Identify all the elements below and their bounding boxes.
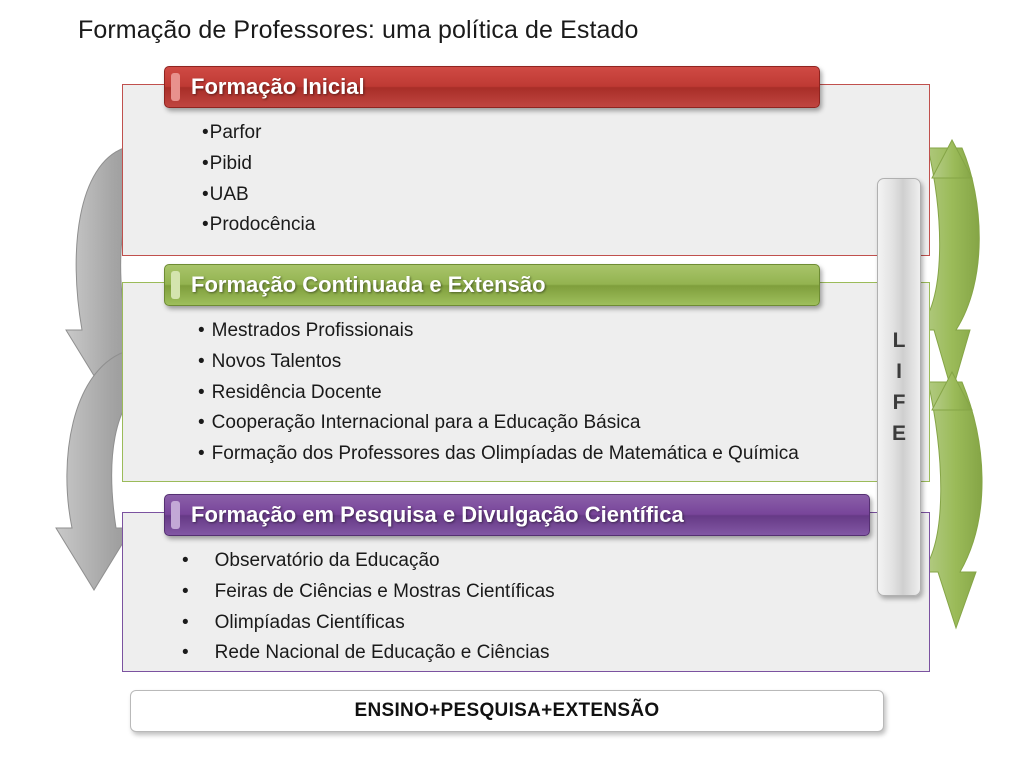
header-label: Formação Inicial — [191, 74, 365, 99]
list-item: • Formação dos Professores das Olimpíadas de Matemática e Química — [198, 439, 799, 470]
life-letter: E — [891, 422, 906, 446]
bar-accent-tab — [171, 73, 180, 101]
header-formacao-continuada[interactable] — [164, 264, 820, 306]
life-letter: F — [892, 391, 906, 414]
list-item: • Novos Talentos — [198, 347, 799, 378]
list-item: • Mestrados Profissionais — [198, 316, 799, 347]
list-item: • Olimpíadas Científicas — [182, 608, 555, 639]
bar-accent-tab — [171, 501, 180, 529]
header-label: Formação em Pesquisa e Divulgação Científica — [191, 502, 684, 527]
list-item: • Rede Nacional de Educação e Ciências — [182, 638, 555, 669]
list-item: • Cooperação Internacional para a Educação Básica — [198, 408, 799, 439]
header-formacao-inicial[interactable] — [164, 66, 820, 108]
list-item: • Pibid — [202, 149, 315, 180]
header-formacao-pesquisa[interactable] — [164, 494, 870, 536]
life-letter: L — [892, 328, 906, 352]
list-item: • Observatório da Educação — [182, 546, 555, 577]
header-label: Formação Continuada e Extensão — [191, 272, 546, 297]
life-side-bar — [877, 178, 921, 596]
page-title: Formação de Professores: uma política de Estado — [78, 16, 639, 44]
bar-accent-tab — [171, 271, 180, 299]
list-item: • Prodocência — [202, 210, 315, 241]
list-item: • Residência Docente — [198, 378, 799, 409]
list-formacao-inicial — [202, 118, 315, 241]
list-formacao-continuada — [198, 316, 799, 470]
list-item: • UAB — [202, 180, 315, 211]
life-letter: I — [896, 359, 902, 383]
footer-banner — [130, 690, 884, 732]
arrow-green-lower — [922, 372, 982, 628]
list-formacao-pesquisa — [182, 546, 555, 669]
list-item: • Parfor — [202, 118, 315, 149]
list-item: • Feiras de Ciências e Mostras Científicas — [182, 577, 555, 608]
footer-label: ENSINO+PESQUISA+EXTENSÃO — [354, 700, 660, 721]
